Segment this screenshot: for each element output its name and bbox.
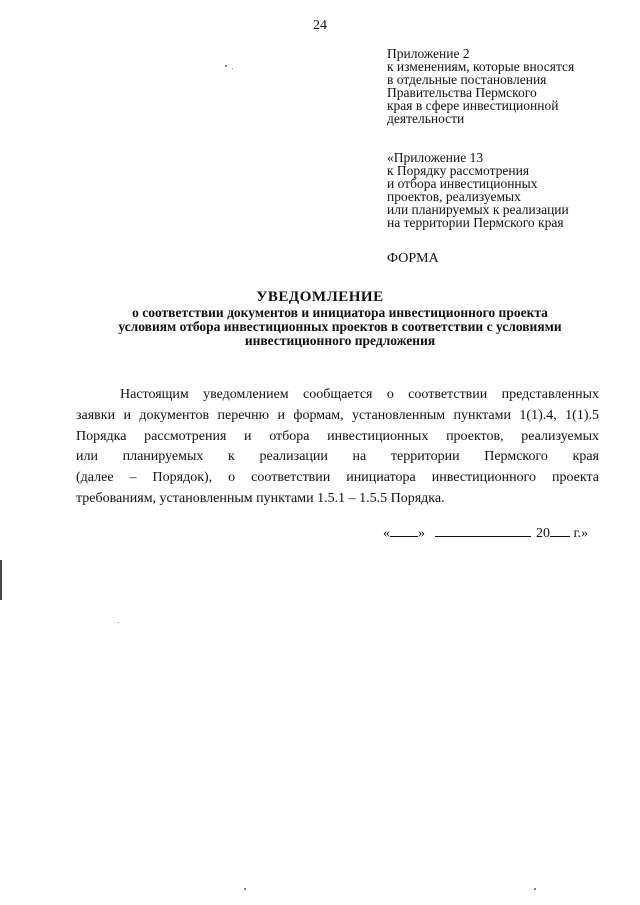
body-line: или планируемых к реализации на территории Пермского края: [76, 449, 599, 465]
subtitle-line: о соответствии документов и инициатора инвестиционного проекта: [132, 305, 548, 320]
date-line: [383, 523, 603, 542]
body-paragraph: [76, 385, 599, 510]
body-line: Настоящим уведомлением сообщается о соответствии представленных: [120, 387, 599, 402]
document-title: УВЕДОМЛЕНИЕ: [256, 289, 384, 305]
date-close-quote: »: [418, 526, 425, 541]
form-label: ФОРМА: [387, 251, 439, 266]
appendix-header-line: в отдельные постановления: [387, 72, 547, 87]
appendix-header: [387, 47, 627, 125]
scan-edge-mark: [0, 560, 2, 600]
subtitle-line: условиям отбора инвестиционных проектов в соответствии с условиями: [118, 319, 562, 334]
appendix-header-line: края в сфере инвестиционной: [387, 98, 559, 113]
appendix-reference-line: на территории Пермского края: [387, 215, 564, 230]
body-line: (далее – Порядок), о соответствии инициатора инвестиционного проекта: [76, 470, 599, 486]
date-suffix: г.»: [573, 526, 589, 541]
scan-speck: [534, 888, 536, 890]
year-prefix: 20: [536, 526, 550, 541]
appendix-reference-line: к Порядку рассмотрения: [387, 163, 530, 178]
scan-speck: [244, 888, 246, 890]
subtitle-line: инвестиционного предложения: [244, 333, 436, 348]
appendix-header-line: к изменениям, которые вносятся: [387, 59, 575, 74]
document-subtitle: [80, 306, 600, 348]
appendix-reference-line: и отбора инвестиционных: [387, 176, 538, 191]
appendix-reference-line: или планируемых к реализации: [387, 202, 569, 217]
body-line: требованиям, установленным пунктами 1.5.1 – 1.5.5 Порядка.: [76, 490, 445, 506]
page-number: 24: [313, 18, 327, 33]
appendix-header-line: деятельности: [387, 111, 465, 126]
appendix-reference: [387, 151, 627, 229]
month-blank: [435, 523, 531, 537]
body-line: заявки и документов перечню и формам, установленным пунктами 1(1).4, 1(1).5: [76, 407, 599, 423]
day-blank: [390, 523, 418, 537]
scan-speck: [232, 68, 233, 69]
year-blank: [550, 523, 570, 537]
appendix-reference-line: «Приложение 13: [387, 150, 484, 165]
scan-speck: [225, 65, 227, 67]
date-open-quote: «: [383, 526, 390, 541]
appendix-header-line: Приложение 2: [387, 46, 470, 61]
scan-speck: [118, 622, 119, 623]
appendix-reference-line: проектов, реализуемых: [387, 189, 521, 204]
appendix-header-line: Правительства Пермского: [387, 85, 537, 100]
body-line: Порядка рассмотрения и отбора инвестиционных проектов, реализуемых: [76, 428, 599, 444]
